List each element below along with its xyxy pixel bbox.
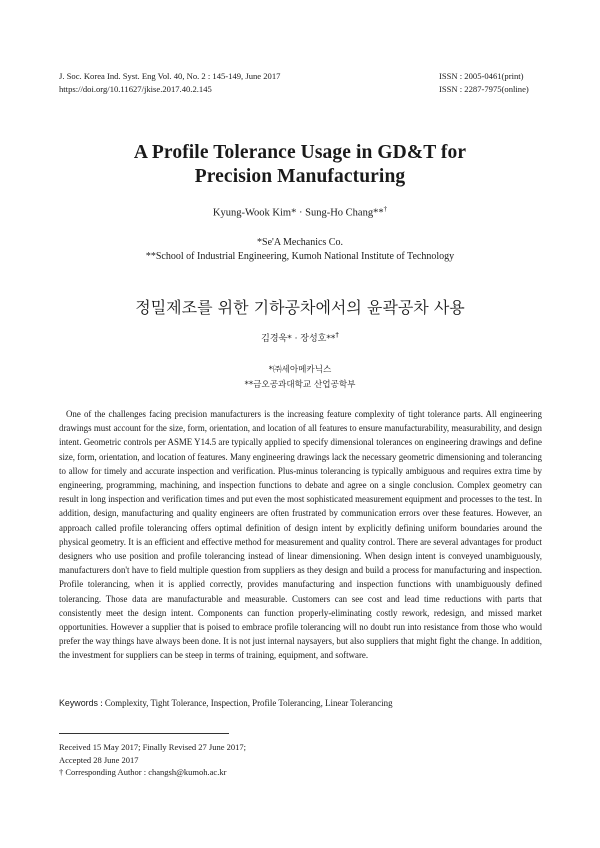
footnote-divider — [59, 733, 229, 734]
accepted-date: Accepted 28 June 2017 — [59, 754, 139, 765]
doi-link[interactable]: https://doi.org/10.11627/jkise.2017.40.2.145 — [59, 84, 212, 94]
keywords-label: Keywords — [59, 698, 98, 708]
paper-title-ko: 정밀제조를 위한 기하공차에서의 윤곽공차 사용 — [135, 298, 465, 317]
issn-online: ISSN : 2287-7975(online) — [439, 84, 529, 94]
corresponding-author: † Corresponding Author : changsh@kumoh.ac.kr — [59, 767, 227, 777]
received-date: Received 15 May 2017; Finally Revised 27 June 2017; — [59, 742, 246, 752]
issn-print: ISSN : 2005-0461(print) — [439, 71, 524, 81]
author-separator: · — [298, 207, 303, 219]
keywords-text: : Complexity, Tight Tolerance, Inspection, Profile Tolerancing, Linear Tolerancing — [100, 698, 393, 708]
abstract: One of the challenges facing precision manufacturers is the increasing feature complexity of tight tolerance parts. All engineering drawings must account for the size, form, orientation, and location of all features to ensure manufacturability, measurability, and design intent. Geometric controls per ASME Y14.5 are typically applied to specify dimensional tolerances on engineering drawings and define size, form, orientation, and location of features. Many engineering drawings lack the necessary geometric dimensioning and tolerancing to allow for timely and accurate inspection and verification. Plus-minus tolerancing is typically ambiguous and requires extra time by engineering, programming, machining, and inspection functions to debate and agree on a single conclusion. Complex geometry can result in long inspection and verification times and put even the most sophisticated measurement equipment and processes to the test. In addition, design, manufacturing and quality engineers are often frustrated by communication errors over these features. However, an approach called profile tolerancing offers optimal definition of design intent by explicitly defining uniform boundaries around the physical geometry. It is an efficient and effective method for measurement and quality control. There are several advantages for product designers who use position and profile tolerancing instead of linear dimensioning. When design intent is conveyed unambiguously, manufacturers don't have to field multiple question from suppliers as they design and build a process for manufacturing and inspection. Profile tolerancing, when it is applied correctly, provides manufacturing and inspection functions with unambiguously defined tolerancing. Those data are manufacturable and measurable. Customers can see cost and lead time reductions with parts that consistently meet the design intent. Components can function properly-eliminating costly rework, redesign, and missed market opportunities. However a supplier that is poised to embrace profile tolerancing will no doubt run into resistance from those who would prefer the way things have always been done. It is not just internal naysayers, but also suppliers that might fight the change. In addition, the investment for suppliers can be steep in terms of training, equipment, and software. — [59, 409, 542, 661]
corresponding-mark-ko: † — [335, 331, 339, 339]
author-2: Sung-Ho Chang** — [305, 207, 384, 219]
title-line-1: A Profile Tolerance Usage in GD&T for — [133, 142, 467, 163]
issn-block — [439, 70, 529, 96]
footnotes — [59, 741, 246, 779]
journal-header — [59, 70, 280, 96]
authors-en — [0, 205, 600, 219]
keywords — [59, 698, 393, 708]
author-1: Kyung-Wook Kim* — [212, 207, 297, 219]
corresponding-mark: † — [383, 205, 388, 213]
affiliation-1: *Se'A Mechanics Co. — [257, 237, 343, 248]
affiliations-en — [0, 236, 600, 264]
affiliation-ko-2: **금오공과대학교 산업공학부 — [244, 380, 356, 390]
affiliation-2: **School of Industrial Engineering, Kumoh National Institute of Technology — [145, 251, 455, 262]
authors-ko-text: 김경욱* · 장성호** — [261, 334, 336, 344]
paper-title-en — [0, 141, 600, 189]
title-line-2: Precision Manufacturing — [194, 166, 406, 187]
affiliation-ko-1: *㈜세아메카닉스 — [268, 365, 332, 375]
affiliations-ko — [0, 363, 600, 393]
authors-ko — [0, 331, 600, 344]
journal-citation: J. Soc. Korea Ind. Syst. Eng Vol. 40, No. 2 : 145-149, June 2017 — [59, 71, 281, 81]
